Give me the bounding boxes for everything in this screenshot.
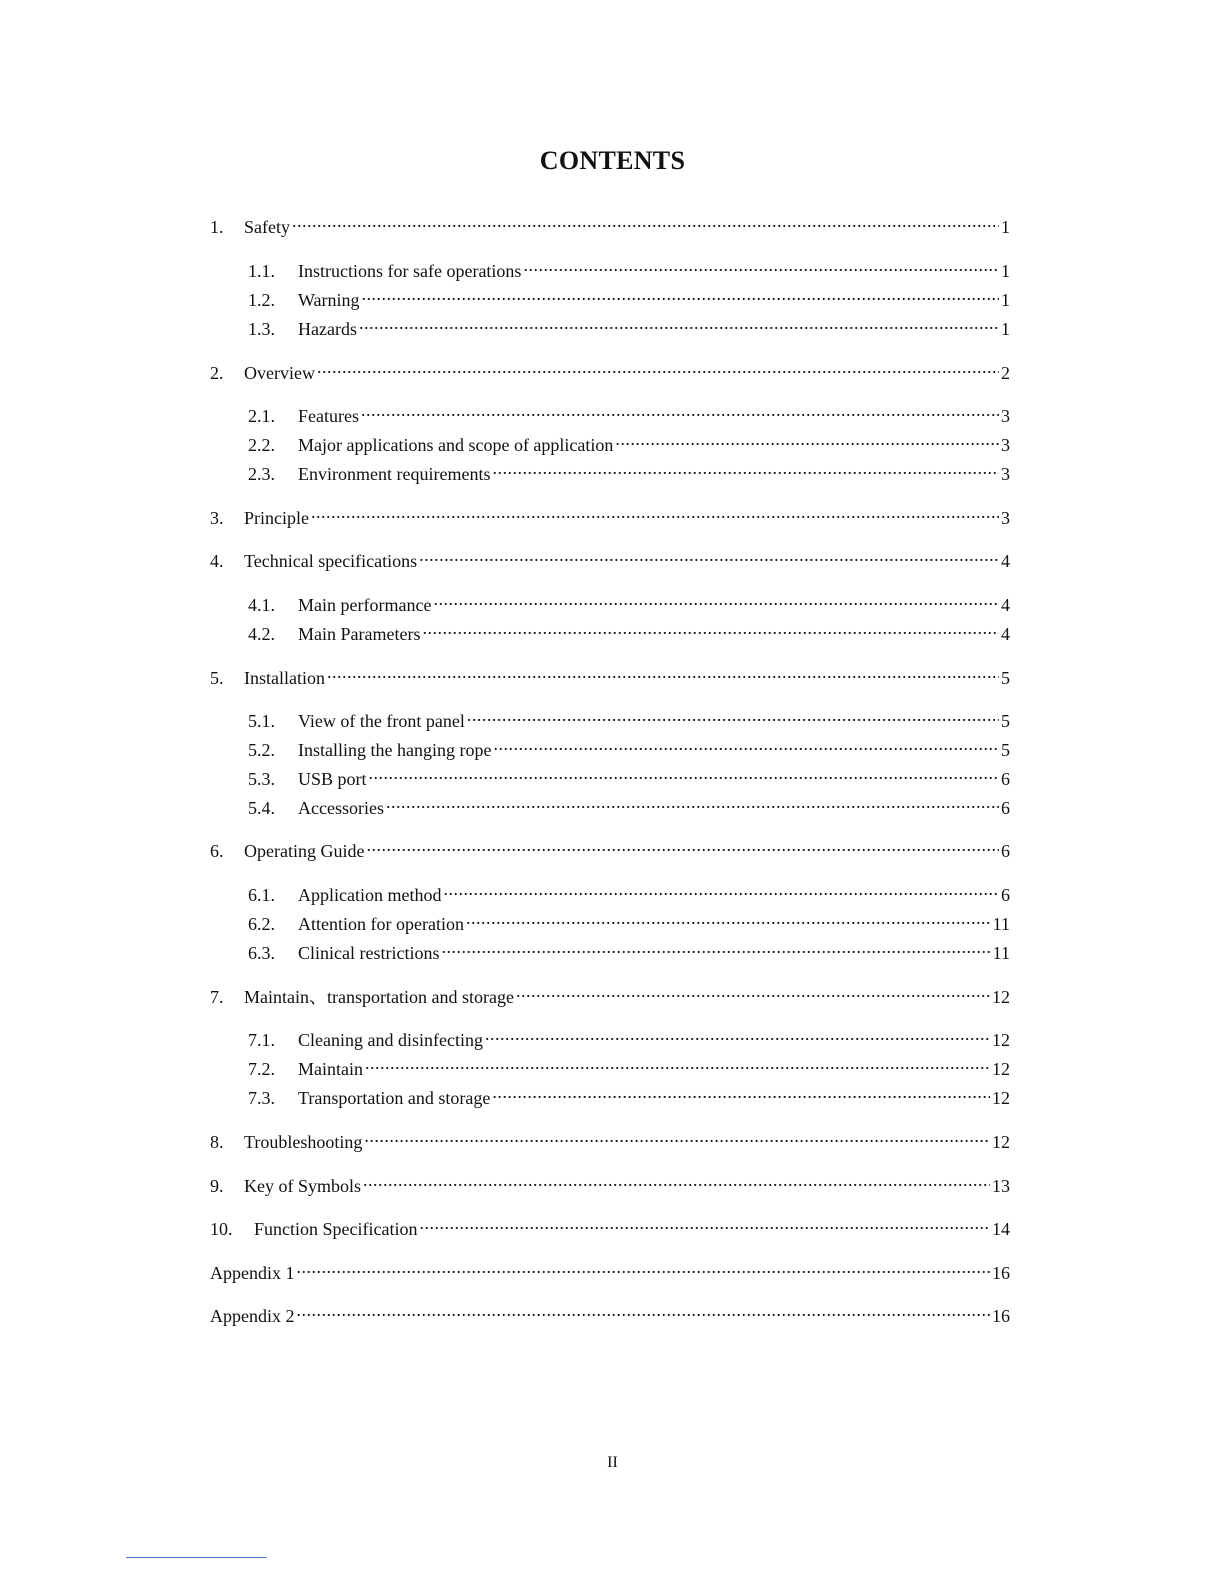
toc-entry-page: 14 [992,1219,1010,1239]
toc-entry-page: 4 [1001,551,1010,571]
toc-entry-number: 5.1. [248,711,275,731]
toc-entry-title: View of the front panel [298,711,465,731]
toc-entry-transportation-and-storage[interactable] [248,1080,1010,1108]
toc-entry-title: Warning [298,290,360,310]
toc-entry-title: Troubleshooting [244,1132,363,1152]
toc-entry-number: 1. [210,217,224,237]
dot-leader [443,877,999,901]
footnote-separator [126,1557,267,1558]
toc-entry-title: Maintain、transportation and storage [244,987,514,1007]
dot-leader [493,732,999,756]
toc-entry-page: 3 [1001,406,1010,426]
toc-entry-number: 7. [210,987,224,1007]
toc-entry-title: Instructions for safe operations [298,261,522,281]
dot-leader [386,790,999,814]
toc-entry-title: Technical specifications [244,551,418,571]
toc-entry-number: 7.2. [248,1059,275,1079]
dot-leader [366,833,999,857]
toc-entry-title: Installation [244,668,325,688]
toc-entry-operating-guide[interactable] [210,833,1010,861]
toc-entry-number: 9. [210,1176,224,1196]
toc-entry-page: 4 [1001,624,1010,644]
toc-entry-page: 3 [1001,464,1010,484]
toc-entry-number: 5. [210,668,224,688]
dot-leader [297,1298,991,1322]
toc-entry-warning[interactable] [248,282,1010,310]
toc-entry-number: 6.2. [248,914,275,934]
dot-leader [297,1255,991,1279]
toc-entry-title: Transportation and storage [298,1088,491,1108]
dot-leader [467,703,999,727]
dot-leader [363,1168,990,1192]
toc-entry-maintain[interactable] [248,1051,1010,1079]
toc-entry-title: Operating Guide [244,841,365,861]
toc-entry-page: 4 [1001,595,1010,615]
toc-entry-number: 7.3. [248,1088,275,1108]
toc-entry-number: 6.3. [248,943,275,963]
toc-entry-title: Hazards [298,319,357,339]
toc-entry-title: Appendix 1 [210,1263,295,1283]
page-number: II [607,1454,618,1471]
toc-entry-appendix-2[interactable] [210,1298,1010,1326]
toc-entry-page: 12 [992,1059,1010,1079]
toc-entry-number: 2.2. [248,435,275,455]
toc-entry-number: 2. [210,363,224,383]
dot-leader [433,587,999,611]
toc-entry-number: 4.2. [248,624,275,644]
toc-entry-title: Accessories [298,798,384,818]
toc-entry-hazards[interactable] [248,311,1010,339]
toc-entry-page: 3 [1001,435,1010,455]
dot-leader [369,761,999,785]
dot-leader [466,906,991,930]
toc-entry-page: 11 [992,914,1010,934]
dot-leader [365,1051,990,1075]
toc-entry-title: Maintain [298,1059,363,1079]
toc-entry-title: Main performance [298,595,432,615]
toc-entry-page: 12 [992,1088,1010,1108]
toc-entry-number: 5.2. [248,740,275,760]
toc-entry-page: 13 [992,1176,1010,1196]
toc-entry-title: Features [298,406,359,426]
toc-entry-number: 7.1. [248,1030,275,1050]
toc-entry-clinical-restrictions[interactable] [248,935,1010,963]
toc-entry-main-parameters[interactable] [248,616,1010,644]
toc-entry-title: Clinical restrictions [298,943,440,963]
dot-leader [359,311,999,335]
toc-entry-main-performance[interactable] [248,587,1010,615]
toc-entry-number: 1.2. [248,290,275,310]
toc-entry-installation[interactable] [210,660,1010,688]
dot-leader [485,1022,990,1046]
page-title: CONTENTS [539,146,686,175]
toc-entry-page: 5 [1001,740,1010,760]
dot-leader [492,456,999,480]
toc-entry-title: Cleaning and disinfecting [298,1030,483,1050]
toc-entry-title: Appendix 2 [210,1306,295,1326]
dot-leader [419,543,999,567]
toc-entry-safety[interactable] [210,209,1010,237]
toc-entry-title: Installing the hanging rope [298,740,492,760]
toc-entry-number: 1.3. [248,319,275,339]
toc-entry-number: 1.1. [248,261,275,281]
toc-entry-page: 1 [1001,290,1010,310]
dot-leader [327,660,999,684]
toc-entry-environment-requirements[interactable] [248,456,1010,484]
dot-leader [516,979,990,1003]
toc-entry-page: 1 [1001,217,1010,237]
toc-entry-installing-hanging-rope[interactable] [248,732,1010,760]
toc-entry-number: 5.3. [248,769,275,789]
toc-entry-title: Application method [298,885,442,905]
toc-entry-page: 6 [1001,841,1010,861]
toc-entry-title: Key of Symbols [244,1176,361,1196]
toc-entry-title: USB port [298,769,367,789]
toc-entry-page: 6 [1001,885,1010,905]
toc-entry-page: 5 [1001,668,1010,688]
toc-entry-number: 3. [210,508,224,528]
dot-leader [523,253,999,277]
dot-leader [361,398,999,422]
dot-leader [492,1080,990,1104]
dot-leader [441,935,990,959]
toc-entry-application-method[interactable] [248,877,1010,905]
toc-entry-page: 12 [992,987,1010,1007]
toc-entry-attention-for-operation[interactable] [248,906,1010,934]
toc-entry-title: Main Parameters [298,624,421,644]
toc-entry-number: 6.1. [248,885,275,905]
toc-entry-instructions-for-safe-operations[interactable] [248,253,1010,281]
toc-entry-title: Safety [244,217,290,237]
dot-leader [317,355,999,379]
toc-entry-title: Function Specification [254,1219,418,1239]
toc-entry-view-of-front-panel[interactable] [248,703,1010,731]
toc-entry-page: 11 [992,943,1010,963]
toc-entry-page: 6 [1001,798,1010,818]
toc-entry-title: Major applications and scope of application [298,435,614,455]
toc-entry-number: 2.1. [248,406,275,426]
toc-entry-number: 5.4. [248,798,275,818]
dot-leader [615,427,999,451]
toc-entry-features[interactable] [248,398,1010,426]
toc-entry-page: 3 [1001,508,1010,528]
toc-entry-major-applications[interactable] [248,427,1010,455]
toc-entry-appendix-1[interactable] [210,1255,1010,1283]
toc-entry-page: 1 [1001,319,1010,339]
toc-entry-usb-port[interactable] [248,761,1010,789]
toc-entry-number: 10. [210,1219,233,1239]
toc-entry-overview[interactable] [210,355,1010,383]
toc-entry-cleaning-and-disinfecting[interactable] [248,1022,1010,1050]
toc-entry-title: Environment requirements [298,464,491,484]
dot-leader [422,616,999,640]
toc-entry-maintain-transportation-storage[interactable] [210,979,1010,1007]
dot-leader [362,282,999,306]
toc-entry-page: 5 [1001,711,1010,731]
toc-entry-accessories[interactable] [248,790,1010,818]
toc-entry-title: Attention for operation [298,914,464,934]
toc-entry-page: 16 [992,1306,1010,1326]
toc-entry-page: 2 [1001,363,1010,383]
toc-entry-page: 1 [1001,261,1010,281]
toc-entry-function-specification[interactable] [210,1211,1010,1239]
toc-entry-page: 12 [992,1132,1010,1152]
dot-leader [311,500,999,524]
dot-leader [364,1124,990,1148]
toc-entry-page: 12 [992,1030,1010,1050]
toc-entry-technical-specifications[interactable] [210,543,1010,571]
toc-entry-page: 16 [992,1263,1010,1283]
toc-entry-title: Principle [244,508,309,528]
toc-entry-key-of-symbols[interactable] [210,1168,1010,1196]
toc-entry-number: 8. [210,1132,224,1152]
dot-leader [292,209,999,233]
toc-entry-page: 6 [1001,769,1010,789]
toc-entry-number: 4.1. [248,595,275,615]
toc-entry-troubleshooting[interactable] [210,1124,1010,1152]
toc-entry-title: Overview [244,363,315,383]
toc-entry-number: 6. [210,841,224,861]
toc-entry-number: 2.3. [248,464,275,484]
dot-leader [419,1211,990,1235]
toc-entry-number: 4. [210,551,224,571]
toc-entry-principle[interactable] [210,500,1010,528]
